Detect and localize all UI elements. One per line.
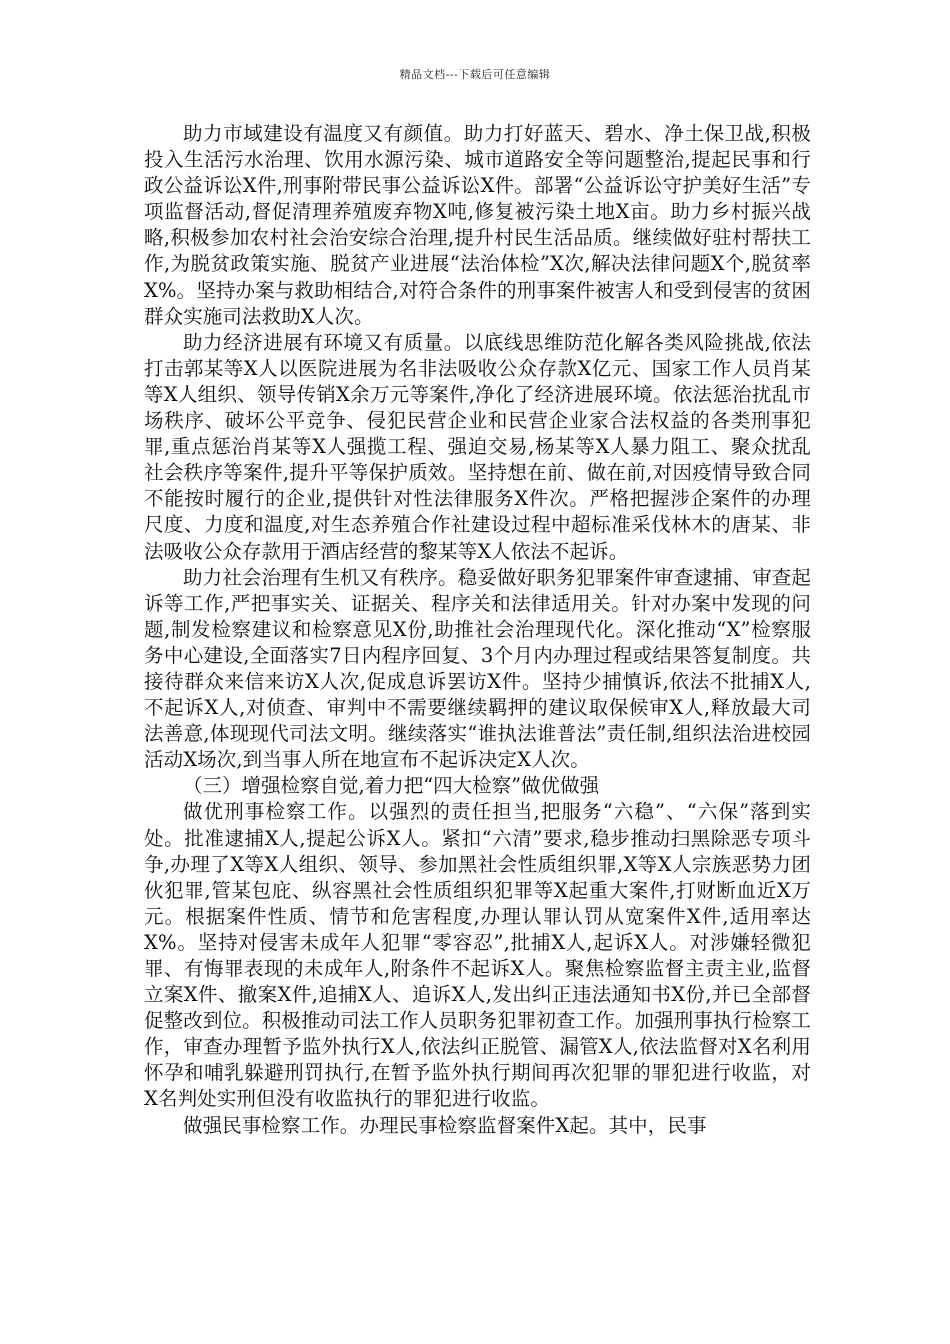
paragraph-urban-governance: 助力市域建设有温度又有颜值。助力打好蓝天、碧水、净土保卫战,积极投入生活污水治理、饮用水源污染、城市道路安全等问题整治,提起民事和行政公益诉讼X件,刑事附带民事公益诉讼X件。部署“公益诉讼守护美好生活”专项监督活动,督促清理养殖废弃物X吨,修复被污染土地X亩。助力乡村振兴战略,积极参加农村社会治安综合治理,提升村民生活品质。继续做好驻村帮扶工作,为脱贫政策实施、脱贫产业进展“法治体检”X次,解决法律问题X个,脱贫率X%。坚持办案与救助相结合,对符合条件的刑事案件被害人和受到侵害的贫困群众实施司法救助X人次。 bbox=[144, 122, 811, 328]
document-body bbox=[144, 121, 811, 1139]
paragraph-economic-development: 助力经济进展有环境又有质量。以底线思维防范化解各类风险挑战,依法打击郭某等X人以医院进展为名非法吸收公众存款X亿元、国家工作人员肖某等X人组织、领导传销X余万元等案件,净化了经济进展环境。依法惩治扰乱市场秩序、破坏公平竞争、侵犯民营企业和民营企业家合法权益的各类刑事犯罪,重点惩治肖某等X人强揽工程、强迫交易,杨某等X人暴力阻工、聚众扰乱社会秩序等案件,提升平等保护质效。坚持想在前、做在前,对因疫情导致合同不能按时履行的企业,提供针对性法律服务X件次。严格把握涉企案件的办理尺度、力度和温度,对生态养殖合作社建设过程中超标准采伐林木的唐某、非法吸收公众存款用于酒店经营的黎某等X人依法不起诉。 bbox=[144, 330, 811, 563]
page-header: 精品文档---下载后可任意编辑 bbox=[399, 68, 551, 81]
paragraph-social-governance: 助力社会治理有生机又有秩序。稳妥做好职务犯罪案件审查逮捕、审查起诉等工作,严把事实关、证据关、程序关和法律适用关。针对办案中发现的问题,制发检察建议和检察意见X份,助推社会治理现代化。深化推动“X”检察服务中心建设,全面落实7日内程序回复、3个月内办理过程或结果答复制度。共接待群众来信来访X人次,促成息诉罢访X件。坚持少捕慎诉,依法不批捕X人,不起诉X人,对侦查、审判中不需要继续羁押的建议取保候审X人,释放最大司法善意,体现现代司法文明。继续落实“谁执法谁普法”责任制,组织法治进校园活动X场次,到当事人所在地宣布不起诉决定X人次。 bbox=[144, 565, 811, 772]
paragraph-criminal-procuratorial: 做优刑事检察工作。以强烈的责任担当,把服务“六稳”、“六保”落到实处。批准逮捕X人,提起公诉X人。紧扣“六清”要求,稳步推动扫黑除恶专项斗争,办理了X等X人组织、领导、参加黑社会性质组织罪,X等X人宗族恶势力团伙犯罪,管某包庇、纵容黑社会性质组织犯罪等X起重大案件,打财断血近X万元。根据案件性质、情节和危害程度,办理认罪认罚从宽案件X件,适用率达X%。坚持对侵害未成年人犯罪“零容忍”,批捕X人,起诉X人。对涉嫌轻微犯罪、有悔罪表现的未成年人,附条件不起诉X人。聚焦检察监督主责主业,监督立案X件、撤案X件,追捕X人、追诉X人,发出纠正违法通知书X份,并已全部督促整改到位。积极推动司法工作人员职务犯罪初查工作。加强刑事执行检察工作，审查办理暂予监外执行X人,依法纠正脱管、漏管X人,依法监督对X名利用怀孕和哺乳躲避刑罚执行,在暂予监外执行期间再次犯罪的罪犯进行收监，对X名判处实刑但没有收监执行的罪犯进行收监。 bbox=[144, 800, 811, 1111]
paragraph-civil-procuratorial: 做强民事检察工作。办理民事检察监督案件X起。其中，民事 bbox=[183, 1113, 707, 1137]
section-subheading: （三）增强检察自觉,着力把“四大检察”做优做强 bbox=[183, 774, 600, 798]
